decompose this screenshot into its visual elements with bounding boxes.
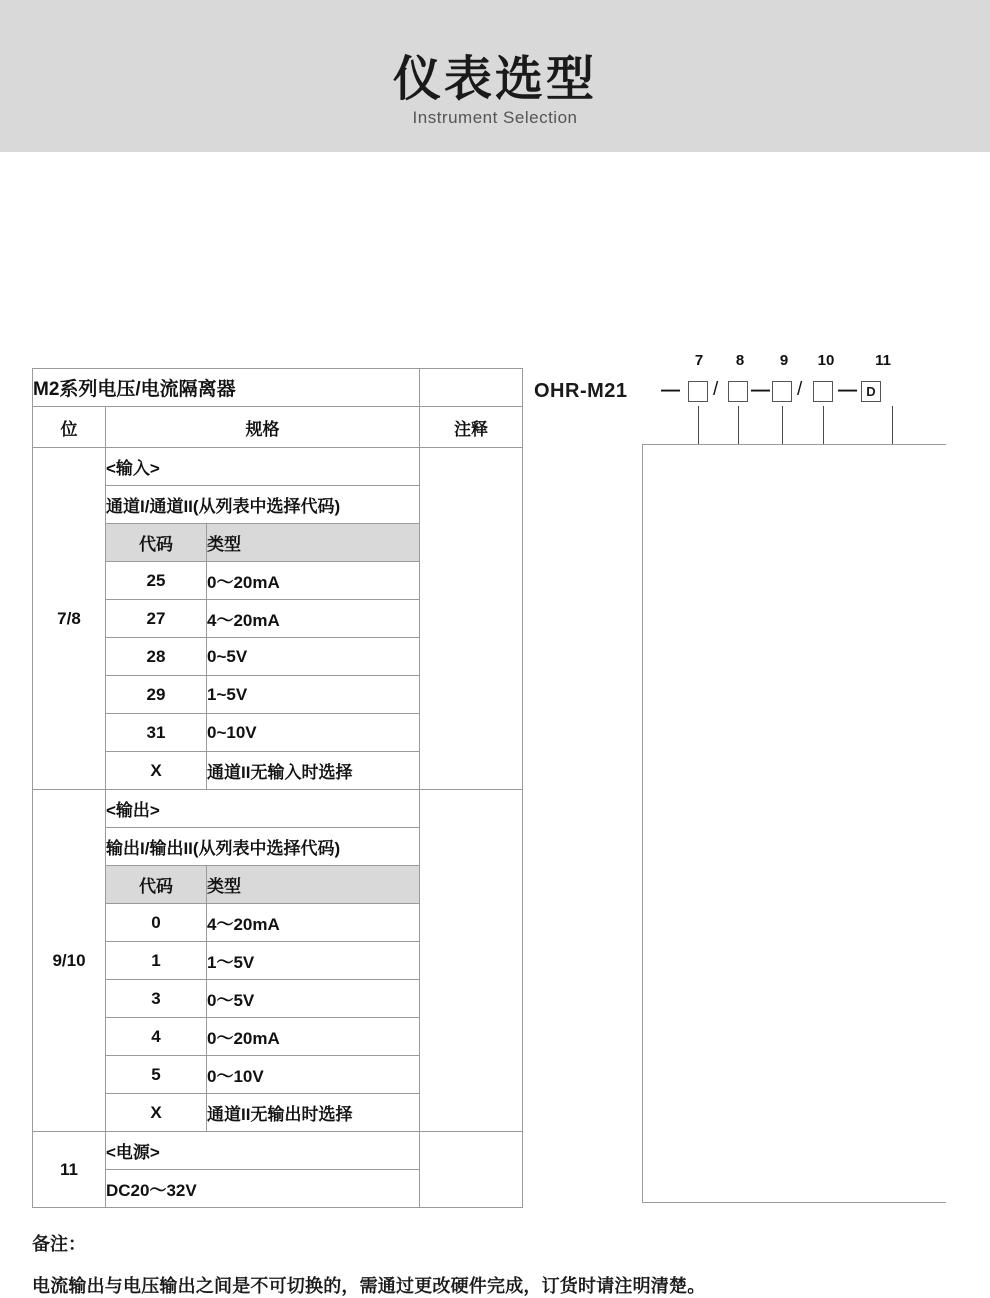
input-code: 25 (106, 562, 207, 600)
footnote-title: 备注： (32, 1234, 86, 1254)
section-output-heading-row (33, 790, 523, 828)
selection-sheet (0, 152, 990, 1296)
model-box-7[interactable] (688, 381, 708, 402)
series-label: M2系列电压/电流隔离器 (33, 379, 236, 400)
input-type: 通道II无输入时选择 (207, 752, 420, 790)
model-dash-2: — (751, 380, 770, 401)
selection-table (32, 368, 523, 1208)
table-header-row (33, 407, 523, 448)
output-type: 通道II无输出时选择 (207, 1094, 420, 1132)
section-output-col-type: 类型 (207, 866, 420, 904)
section-power-heading-row (33, 1132, 523, 1170)
input-type: 0～20mA (207, 562, 420, 600)
section-input-note (420, 448, 523, 790)
output-type: 0～5V (207, 980, 420, 1018)
digit-position-8: 8 (735, 352, 745, 369)
section-output-note (420, 790, 523, 1132)
section-input-heading-row (33, 448, 523, 486)
digit-position-9: 9 (779, 352, 789, 369)
model-slash-1: / (713, 379, 719, 400)
section-output-heading: <输出> (106, 790, 420, 828)
header-spec: 规格 (106, 407, 420, 448)
model-dash-3: — (838, 380, 857, 401)
input-code: 27 (106, 600, 207, 638)
callout-region-output (642, 774, 946, 1105)
input-code: 28 (106, 638, 207, 676)
output-type: 1～5V (207, 942, 420, 980)
output-code: 1 (106, 942, 207, 980)
input-type: 1~5V (207, 676, 420, 714)
section-input-col-type: 类型 (207, 524, 420, 562)
model-code-cell (420, 369, 523, 407)
output-code: 0 (106, 904, 207, 942)
input-type: 0~10V (207, 714, 420, 752)
page-subtitle: Instrument Selection (412, 108, 578, 127)
callout-region-power (642, 1104, 946, 1203)
model-box-11[interactable]: D (861, 381, 881, 402)
model-box-8[interactable] (728, 381, 748, 402)
section-output-subheading: 输出I/输出II(从列表中选择代码) (106, 828, 420, 866)
section-power-heading: <电源> (106, 1132, 420, 1170)
output-code: 3 (106, 980, 207, 1018)
input-code: 29 (106, 676, 207, 714)
section-power-note (420, 1132, 523, 1208)
output-type: 0～20mA (207, 1018, 420, 1056)
section-input-subheading: 通道I/通道II(从列表中选择代码) (106, 486, 420, 524)
header-note: 注释 (420, 407, 523, 448)
input-type: 0~5V (207, 638, 420, 676)
model-box-10[interactable] (813, 381, 833, 402)
model-code-base: OHR-M21 (534, 380, 628, 402)
header-pos: 位 (33, 407, 106, 448)
page-banner (0, 0, 990, 152)
input-code: X (106, 752, 207, 790)
series-label-cell (33, 369, 420, 407)
output-type: 0～10V (207, 1056, 420, 1094)
digit-position-10: 10 (817, 352, 835, 369)
section-input-col-code: 代码 (106, 524, 207, 562)
model-slash-2: / (797, 379, 803, 400)
digit-position-11: 11 (875, 352, 891, 369)
table-title-row (33, 369, 523, 407)
section-power-value: DC20～32V (106, 1170, 420, 1208)
section-output-pos: 9/10 (33, 790, 106, 1132)
input-code: 31 (106, 714, 207, 752)
section-output-col-code: 代码 (106, 866, 207, 904)
section-input-pos: 7/8 (33, 448, 106, 790)
output-code: 4 (106, 1018, 207, 1056)
callout-region-input (642, 444, 946, 776)
footnote-body: 电流输出与电压输出之间是不可切换的，需通过更改硬件完成，订货时请注明清楚。 (32, 1276, 706, 1296)
section-power-pos: 11 (33, 1132, 106, 1208)
output-type: 4～20mA (207, 904, 420, 942)
model-box-9[interactable] (772, 381, 792, 402)
output-code: X (106, 1094, 207, 1132)
digit-position-7: 7 (694, 352, 704, 369)
section-input-heading: <输入> (106, 448, 420, 486)
page-title: 仪表选型 (392, 53, 597, 106)
model-dash-1: — (661, 380, 680, 401)
input-type: 4～20mA (207, 600, 420, 638)
output-code: 5 (106, 1056, 207, 1094)
